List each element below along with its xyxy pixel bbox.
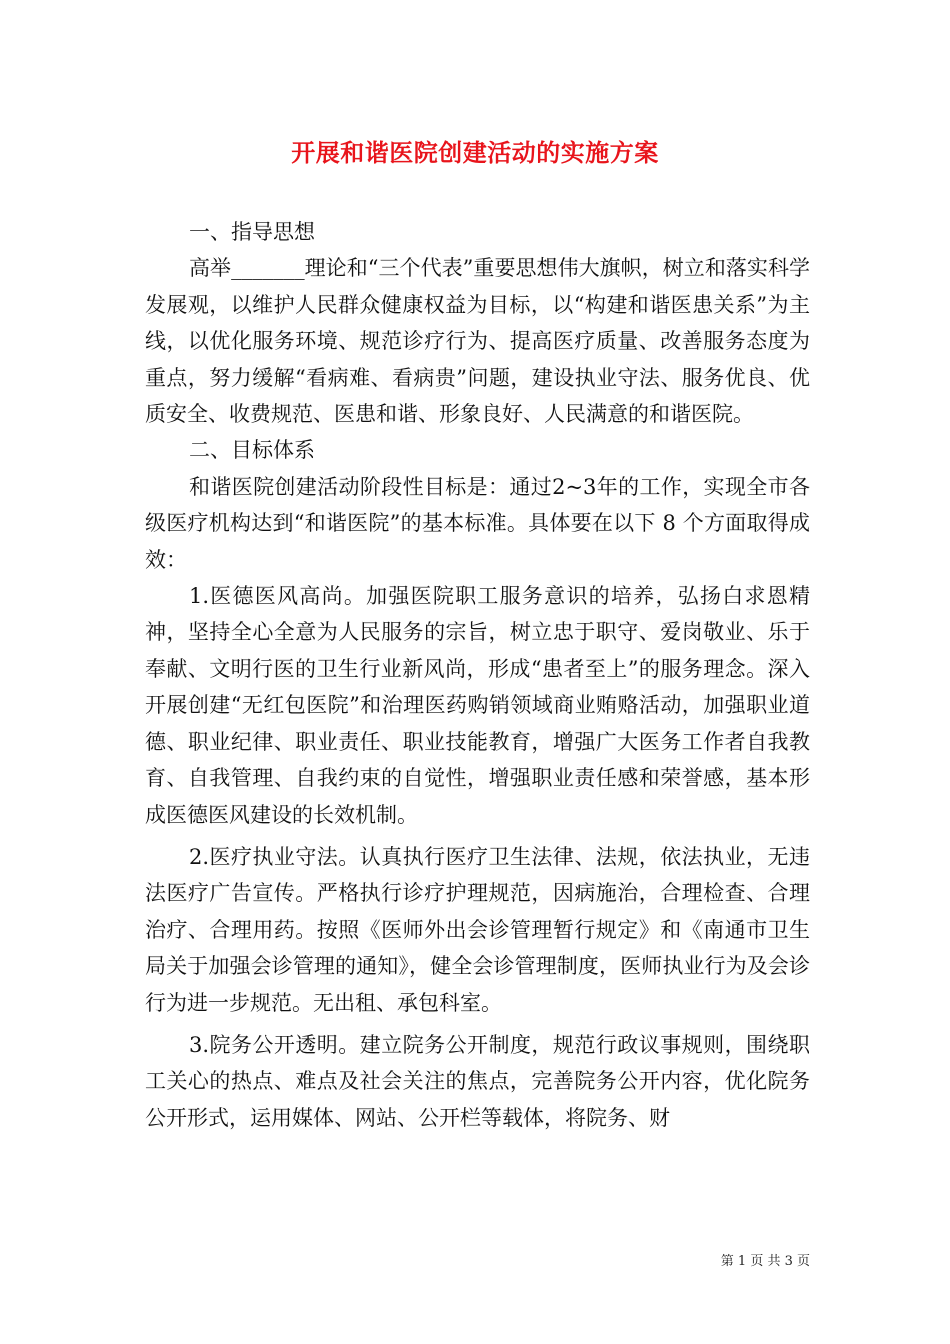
- paragraph-item-3: 3.院务公开透明。建立院务公开制度，规范行政议事规则，围绕职工关心的热点、难点及社会关注的焦点，完善院务公开内容，优化院务公开形式，运用媒体、网站、公开栏等载体，将院务、财: [145, 1032, 810, 1130]
- page-number: 第 1 页 共 3 页: [720, 1254, 810, 1269]
- paragraph-stage-goal: 和谐医院创建活动阶段性目标是：通过2~3年的工作，实现全市各级医疗机构达到“和谐医院”的基本标准。具体要在以下 8 个方面取得成效：: [145, 474, 810, 572]
- paragraph-item-2: 2.医疗执业守法。认真执行医疗卫生法律、法规，依法执业，无违法医疗广告宣传。严格执行诊疗护理规范，因病施治，合理检查、合理治疗、合理用药。按照《医师外出会诊管理暂行规定》和《南通市卫生局关于加强会诊管理的通知》，健全会诊管理制度，医师执业行为及会诊行为进一步规范。无出租、承包科室。: [145, 844, 810, 1015]
- section-heading-guiding-ideology: 一、指导思想: [189, 220, 315, 244]
- document-title: 开展和谐医院创建活动的实施方案: [291, 138, 659, 167]
- section-heading-target-system: 二、目标体系: [189, 438, 315, 463]
- document-body: [145, 214, 810, 1136]
- paragraph-guiding-ideology: 高举_______理论和“三个代表”重要思想伟大旗帜，树立和落实科学发展观，以维护人民群众健康权益为目标，以“构建和谐医患关系”为主线，以优化服务环境、规范诊疗行为、提高医疗质量、改善服务态度为重点，努力缓解“看病难、看病贵”问题，建设执业守法、服务优良、优质安全、收费规范、医患和谐、形象良好、人民满意的和谐医院。: [145, 256, 810, 427]
- paragraph-item-1: 1.医德医风高尚。加强医院职工服务意识的培养，弘扬白求恩精神，坚持全心全意为人民服务的宗旨，树立忠于职守、爱岗敬业、乐于奉献、文明行医的卫生行业新风尚，形成“患者至上”的服务理念。深入开展创建“无红包医院”和治理医药购销领域商业贿赂活动，加强职业道德、职业纪律、职业责任、职业技能教育，增强广大医务工作者自我教育、自我管理、自我约束的自觉性，增强职业责任感和荣誉感，基本形成医德医风建设的长效机制。: [145, 584, 810, 827]
